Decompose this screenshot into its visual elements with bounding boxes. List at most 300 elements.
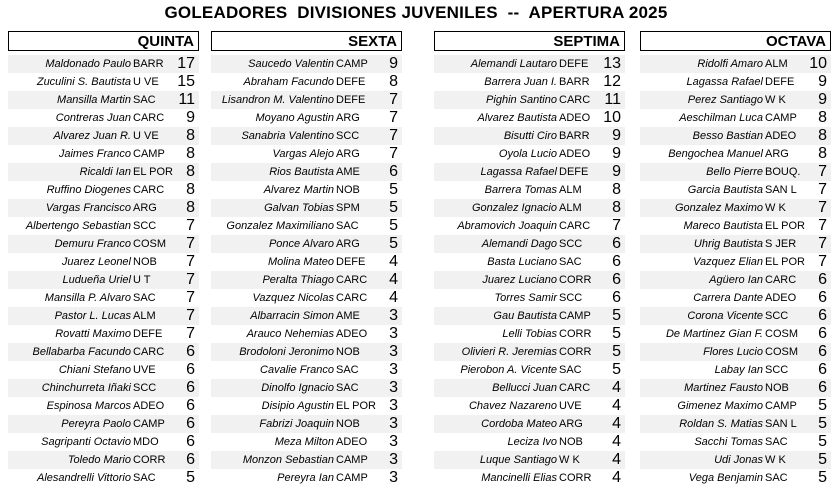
- player-name: Cordoba Mateo: [481, 418, 557, 430]
- player-name: Pastor L. Lucas: [54, 310, 131, 322]
- table-row: [640, 397, 831, 415]
- table-row: [640, 217, 831, 235]
- club-code: DEFE: [336, 94, 366, 106]
- club-code: EL POR: [133, 166, 173, 178]
- club-code: EL POR: [765, 256, 805, 268]
- table-row: [640, 343, 831, 361]
- club-code: UVE: [559, 400, 582, 412]
- club-code: AME: [336, 166, 360, 178]
- goal-count: 6: [186, 379, 195, 396]
- goal-count: 7: [818, 163, 827, 180]
- table-row: [8, 451, 199, 469]
- player-name: Albertengo Sebastian: [25, 220, 131, 232]
- table-row: [8, 73, 199, 91]
- player-name: Gimenez Maximo: [677, 400, 763, 412]
- player-name: Gonzalez Maximiliano: [226, 220, 334, 232]
- player-name: Aeschilman Luca: [679, 112, 763, 124]
- page-title: GOLEADORES DIVISIONES JUVENILES -- APERTURA 2025: [164, 3, 668, 22]
- table-row: [640, 91, 831, 109]
- goal-count: 5: [818, 397, 827, 414]
- player-name: Bengochea Manuel: [668, 148, 763, 160]
- club-code: DEFE: [336, 76, 366, 88]
- club-code: NOB: [765, 382, 789, 394]
- goal-count: 13: [603, 55, 621, 72]
- club-code: CAMP: [336, 472, 368, 484]
- goal-count: 9: [818, 91, 827, 108]
- goal-count: 15: [177, 73, 195, 90]
- club-code: ADEO: [133, 400, 165, 412]
- table-row: [640, 145, 831, 163]
- club-code: NOB: [336, 418, 360, 430]
- goal-count: 5: [612, 343, 621, 360]
- goal-count: 4: [612, 451, 621, 468]
- table-row: [640, 289, 831, 307]
- player-name: Leciza Ivo: [507, 436, 557, 448]
- goal-count: 5: [389, 217, 398, 234]
- goal-count: 5: [612, 325, 621, 342]
- club-code: SPM: [336, 202, 360, 214]
- player-name: Chiani Stefano: [58, 364, 131, 376]
- table-row: [211, 91, 402, 109]
- table-row: [8, 379, 199, 397]
- table-row: [434, 451, 625, 469]
- table-row: [211, 73, 402, 91]
- player-name: Pighin Santino: [486, 94, 557, 106]
- table-row: [640, 235, 831, 253]
- table-row: [434, 91, 625, 109]
- club-code: NOB: [559, 436, 583, 448]
- club-code: COSM: [133, 238, 166, 250]
- section-quinta: [8, 31, 199, 487]
- table-row: [640, 109, 831, 127]
- club-code: ARG: [336, 148, 360, 160]
- player-name: Ludueña Uriel: [62, 274, 131, 286]
- club-code: DEFE: [765, 76, 795, 88]
- player-name: Besso Bastian: [692, 130, 763, 142]
- table-row: [211, 289, 402, 307]
- table-row: [8, 91, 199, 109]
- table-row: [211, 145, 402, 163]
- club-code: SAC: [765, 472, 788, 484]
- player-name: Espinosa Marcos: [46, 400, 131, 412]
- club-code: W K: [765, 94, 786, 106]
- player-name: Meza Milton: [274, 436, 334, 448]
- club-code: SCC: [133, 382, 157, 394]
- club-code: U VE: [133, 130, 159, 142]
- table-row: [211, 343, 402, 361]
- table-row: [8, 361, 199, 379]
- goal-count: 7: [186, 253, 195, 270]
- player-name: Ridolfi Amaro: [697, 58, 763, 70]
- goal-count: 9: [389, 55, 398, 72]
- section-octava: [640, 31, 831, 487]
- club-code: CORR: [133, 454, 166, 466]
- table-row: [640, 325, 831, 343]
- goal-count: 10: [809, 55, 827, 72]
- goal-count: 8: [186, 181, 195, 198]
- club-code: NOB: [133, 256, 157, 268]
- goal-count: 6: [818, 271, 827, 288]
- goal-count: 6: [186, 451, 195, 468]
- club-code: CARC: [559, 220, 591, 232]
- player-name: Rios Bautista: [269, 166, 334, 178]
- player-name: Perez Santiago: [687, 94, 763, 106]
- club-code: ALM: [765, 58, 788, 70]
- table-row: [434, 307, 625, 325]
- club-code: CAMP: [765, 400, 797, 412]
- table-row: [8, 469, 199, 487]
- goal-count: 6: [612, 271, 621, 288]
- club-code: SAC: [559, 364, 582, 376]
- player-name: Luque Santiago: [479, 454, 557, 466]
- player-name: Gonzalez Ignacio: [472, 202, 557, 214]
- club-code: EL POR: [765, 220, 805, 232]
- goal-count: 6: [818, 325, 827, 342]
- player-name: Vargas Francisco: [45, 202, 131, 214]
- player-name: Mansilla Martin: [57, 94, 131, 106]
- player-name: Lelli Tobias: [502, 328, 557, 340]
- club-code: ARG: [765, 148, 789, 160]
- club-code: SCC: [559, 238, 583, 250]
- player-name: Corona Vicente: [687, 310, 763, 322]
- player-name: Alemandi Lautaro: [470, 58, 557, 70]
- goal-count: 11: [178, 91, 195, 108]
- table-row: [434, 253, 625, 271]
- goal-count: 3: [389, 307, 398, 324]
- goal-count: 6: [612, 253, 621, 270]
- table-row: [211, 127, 402, 145]
- player-name: Vega Benjamin: [688, 472, 763, 484]
- player-name: Brodoloni Jeronimo: [239, 346, 334, 358]
- goal-count: 4: [389, 271, 398, 288]
- player-name: Alvarez Martin: [263, 184, 334, 196]
- table-row: [8, 109, 199, 127]
- table-row: [640, 199, 831, 217]
- player-name: Oyola Lucio: [498, 148, 557, 160]
- section-septima: [434, 31, 625, 487]
- goal-count: 9: [612, 163, 621, 180]
- goal-count: 4: [389, 289, 398, 306]
- club-code: CARC: [133, 346, 165, 358]
- table-row: [211, 109, 402, 127]
- goal-count: 3: [389, 415, 398, 432]
- table-row: [640, 379, 831, 397]
- player-name: Lagassa Rafael: [480, 166, 557, 178]
- club-code: BARR: [559, 130, 590, 142]
- player-name: Labay Ian: [714, 364, 763, 376]
- player-name: Molina Mateo: [267, 256, 334, 268]
- goal-count: 7: [389, 91, 398, 108]
- goal-count: 8: [818, 145, 827, 162]
- table-row: [211, 253, 402, 271]
- club-code: CARC: [336, 274, 368, 286]
- club-code: ALM: [559, 202, 582, 214]
- goal-count: 7: [389, 109, 398, 126]
- goal-count: 8: [818, 109, 827, 126]
- player-name: Alvarez Bautista: [477, 112, 557, 124]
- goal-count: 9: [818, 73, 827, 90]
- club-code: CARC: [336, 292, 368, 304]
- goal-count: 5: [389, 181, 398, 198]
- club-code: ALM: [133, 310, 156, 322]
- scorer-list: [211, 55, 402, 487]
- goal-count: 3: [389, 325, 398, 342]
- player-name: Vazquez Nicolas: [252, 292, 334, 304]
- table-row: [640, 433, 831, 451]
- club-code: ALM: [559, 184, 582, 196]
- table-row: [211, 469, 402, 487]
- player-name: Agüero Ian: [709, 274, 763, 286]
- player-name: Contreras Juan: [55, 112, 131, 124]
- table-row: [8, 433, 199, 451]
- table-row: [640, 55, 831, 73]
- table-row: [434, 163, 625, 181]
- club-code: DEFE: [559, 58, 589, 70]
- club-code: CAMP: [559, 310, 591, 322]
- player-name: Demuru Franco: [54, 238, 131, 250]
- goal-count: 8: [612, 199, 621, 216]
- division-header: SEXTA: [211, 31, 402, 51]
- goal-count: 8: [186, 199, 195, 216]
- player-name: Lagassa Rafael: [686, 76, 763, 88]
- player-name: Ponce Alvaro: [268, 238, 334, 250]
- player-name: Maldonado Paulo: [45, 58, 131, 70]
- goal-count: 5: [612, 361, 621, 378]
- table-row: [434, 397, 625, 415]
- table-row: [211, 163, 402, 181]
- club-code: UVE: [133, 364, 156, 376]
- player-name: Vazquez Elian: [693, 256, 763, 268]
- player-name: Pereyra Paolo: [61, 418, 131, 430]
- club-code: SCC: [765, 364, 789, 376]
- goal-count: 4: [612, 379, 621, 396]
- goal-count: 9: [186, 109, 195, 126]
- player-name: Juarez Luciano: [482, 274, 557, 286]
- goal-count: 3: [389, 433, 398, 450]
- player-name: Sanabria Valentino: [241, 130, 334, 142]
- player-name: Sacchi Tomas: [694, 436, 763, 448]
- goal-count: 7: [186, 289, 195, 306]
- club-code: CAMP: [336, 58, 368, 70]
- player-name: Zuculini S. Bautista: [36, 76, 131, 88]
- table-row: [211, 361, 402, 379]
- club-code: ADEO: [765, 292, 797, 304]
- table-row: [8, 199, 199, 217]
- table-row: [640, 181, 831, 199]
- goal-count: 12: [603, 73, 621, 90]
- table-row: [434, 217, 625, 235]
- division-header: QUINTA: [8, 31, 199, 51]
- table-row: [211, 199, 402, 217]
- goal-count: 7: [818, 199, 827, 216]
- player-name: Toledo Mario: [67, 454, 131, 466]
- table-row: [8, 235, 199, 253]
- goal-count: 7: [186, 325, 195, 342]
- club-code: ADEO: [559, 148, 591, 160]
- goal-count: 7: [818, 235, 827, 252]
- goal-count: 3: [389, 361, 398, 378]
- player-name: Uhrig Bautista: [693, 238, 763, 250]
- player-name: Bisutti Ciro: [503, 130, 557, 142]
- club-code: COSM: [765, 346, 798, 358]
- table-row: [434, 469, 625, 487]
- club-code: W K: [559, 454, 580, 466]
- club-code: SAC: [336, 220, 359, 232]
- table-row: [434, 145, 625, 163]
- goal-count: 10: [603, 109, 621, 126]
- goal-count: 9: [612, 145, 621, 162]
- goal-count: 7: [818, 181, 827, 198]
- player-name: Gau Bautista: [493, 310, 557, 322]
- goal-count: 6: [186, 361, 195, 378]
- club-code: U VE: [133, 76, 159, 88]
- division-header: OCTAVA: [640, 31, 831, 51]
- table-row: [211, 55, 402, 73]
- goal-count: 3: [389, 469, 398, 486]
- table-row: [434, 379, 625, 397]
- goal-count: 6: [818, 361, 827, 378]
- table-row: [8, 289, 199, 307]
- table-row: [211, 181, 402, 199]
- player-name: Garcia Bautista: [687, 184, 763, 196]
- player-name: Flores Lucio: [703, 346, 763, 358]
- table-row: [640, 73, 831, 91]
- club-code: CAMP: [133, 148, 165, 160]
- player-name: Juarez Leonel: [61, 256, 131, 268]
- player-name: Galvan Tobias: [264, 202, 334, 214]
- table-row: [434, 109, 625, 127]
- player-name: Pereyra Ian: [277, 472, 334, 484]
- club-code: CORR: [559, 346, 592, 358]
- club-code: CARC: [559, 382, 591, 394]
- table-row: [8, 271, 199, 289]
- table-row: [434, 433, 625, 451]
- club-code: W K: [765, 454, 786, 466]
- table-row: [640, 361, 831, 379]
- table-row: [640, 271, 831, 289]
- club-code: DEFE: [133, 328, 163, 340]
- player-name: Mareco Bautista: [683, 220, 763, 232]
- goal-count: 6: [186, 343, 195, 360]
- goal-count: 4: [612, 469, 621, 486]
- division-header: SEPTIMA: [434, 31, 625, 51]
- goal-count: 4: [612, 397, 621, 414]
- club-code: CORR: [559, 274, 592, 286]
- player-name: Mansilla P. Alvaro: [44, 292, 131, 304]
- goal-count: 6: [186, 415, 195, 432]
- goal-count: 6: [389, 163, 398, 180]
- goal-count: 7: [389, 145, 398, 162]
- club-code: NOB: [336, 184, 360, 196]
- club-code: CARC: [133, 112, 165, 124]
- club-code: W K: [765, 202, 786, 214]
- goal-count: 6: [818, 343, 827, 360]
- goal-count: 8: [818, 127, 827, 144]
- player-name: Barrera Tomas: [484, 184, 557, 196]
- club-code: SCC: [559, 292, 583, 304]
- player-name: Olivieri R. Jeremias: [461, 346, 557, 358]
- table-row: [8, 217, 199, 235]
- club-code: COSM: [765, 328, 798, 340]
- scorer-list: [640, 55, 831, 487]
- player-name: Jaimes Franco: [58, 148, 131, 160]
- club-code: CAMP: [336, 454, 368, 466]
- goal-count: 6: [186, 433, 195, 450]
- goal-count: 5: [818, 469, 827, 486]
- club-code: CARC: [765, 274, 797, 286]
- table-row: [434, 415, 625, 433]
- player-name: Roldan S. Matias: [679, 418, 763, 430]
- player-name: Abraham Facundo: [243, 76, 334, 88]
- scorer-list: [8, 55, 199, 487]
- player-name: Alesandrelli Vittorio: [37, 472, 131, 484]
- goal-count: 6: [186, 397, 195, 414]
- player-name: Moyano Agustin: [255, 112, 334, 124]
- club-code: NOB: [336, 346, 360, 358]
- goal-count: 8: [389, 73, 398, 90]
- club-code: EL POR: [336, 400, 376, 412]
- table-row: [8, 163, 199, 181]
- club-code: SAC: [559, 256, 582, 268]
- club-code: ARG: [559, 418, 583, 430]
- table-row: [8, 181, 199, 199]
- player-name: Alvarez Juan R.: [53, 130, 131, 142]
- club-code: ARG: [133, 202, 157, 214]
- club-code: SCC: [765, 310, 789, 322]
- player-name: Dinolfo Ignacio: [261, 382, 334, 394]
- player-name: Udi Jonas: [714, 454, 763, 466]
- table-row: [434, 235, 625, 253]
- goal-count: 3: [389, 343, 398, 360]
- club-code: CARC: [559, 94, 591, 106]
- club-code: SCC: [133, 220, 157, 232]
- goal-count: 3: [389, 451, 398, 468]
- player-name: Torres Samir: [494, 292, 557, 304]
- player-name: Ruffino Diogenes: [46, 184, 131, 196]
- table-row: [8, 325, 199, 343]
- table-row: [434, 199, 625, 217]
- player-name: Bellucci Juan: [492, 382, 557, 394]
- club-code: DEFE: [559, 166, 589, 178]
- goal-count: 17: [177, 55, 195, 72]
- table-row: [211, 415, 402, 433]
- player-name: Arauco Nehemias: [246, 328, 334, 340]
- club-code: AME: [336, 310, 360, 322]
- goal-count: 7: [186, 271, 195, 288]
- table-row: [434, 361, 625, 379]
- player-name: Albarracin Simon: [250, 310, 334, 322]
- club-code: ADEO: [559, 112, 591, 124]
- player-name: Bello Pierre: [706, 166, 763, 178]
- player-name: Ricaldi Ian: [79, 166, 131, 178]
- goal-count: 6: [818, 289, 827, 306]
- club-code: CAMP: [765, 112, 797, 124]
- player-name: Alemandi Dago: [481, 238, 557, 250]
- club-code: BOUQ.: [765, 166, 801, 178]
- club-code: SAC: [336, 382, 359, 394]
- goal-count: 4: [612, 433, 621, 450]
- table-row: [640, 127, 831, 145]
- player-name: Carrera Dante: [693, 292, 763, 304]
- club-code: ADEO: [336, 328, 368, 340]
- club-code: SAC: [133, 292, 156, 304]
- goal-count: 6: [612, 289, 621, 306]
- table-row: [8, 307, 199, 325]
- player-name: Disipio Agustin: [261, 400, 334, 412]
- table-row: [434, 271, 625, 289]
- club-code: ARG: [336, 112, 360, 124]
- player-name: Martinez Fausto: [684, 382, 763, 394]
